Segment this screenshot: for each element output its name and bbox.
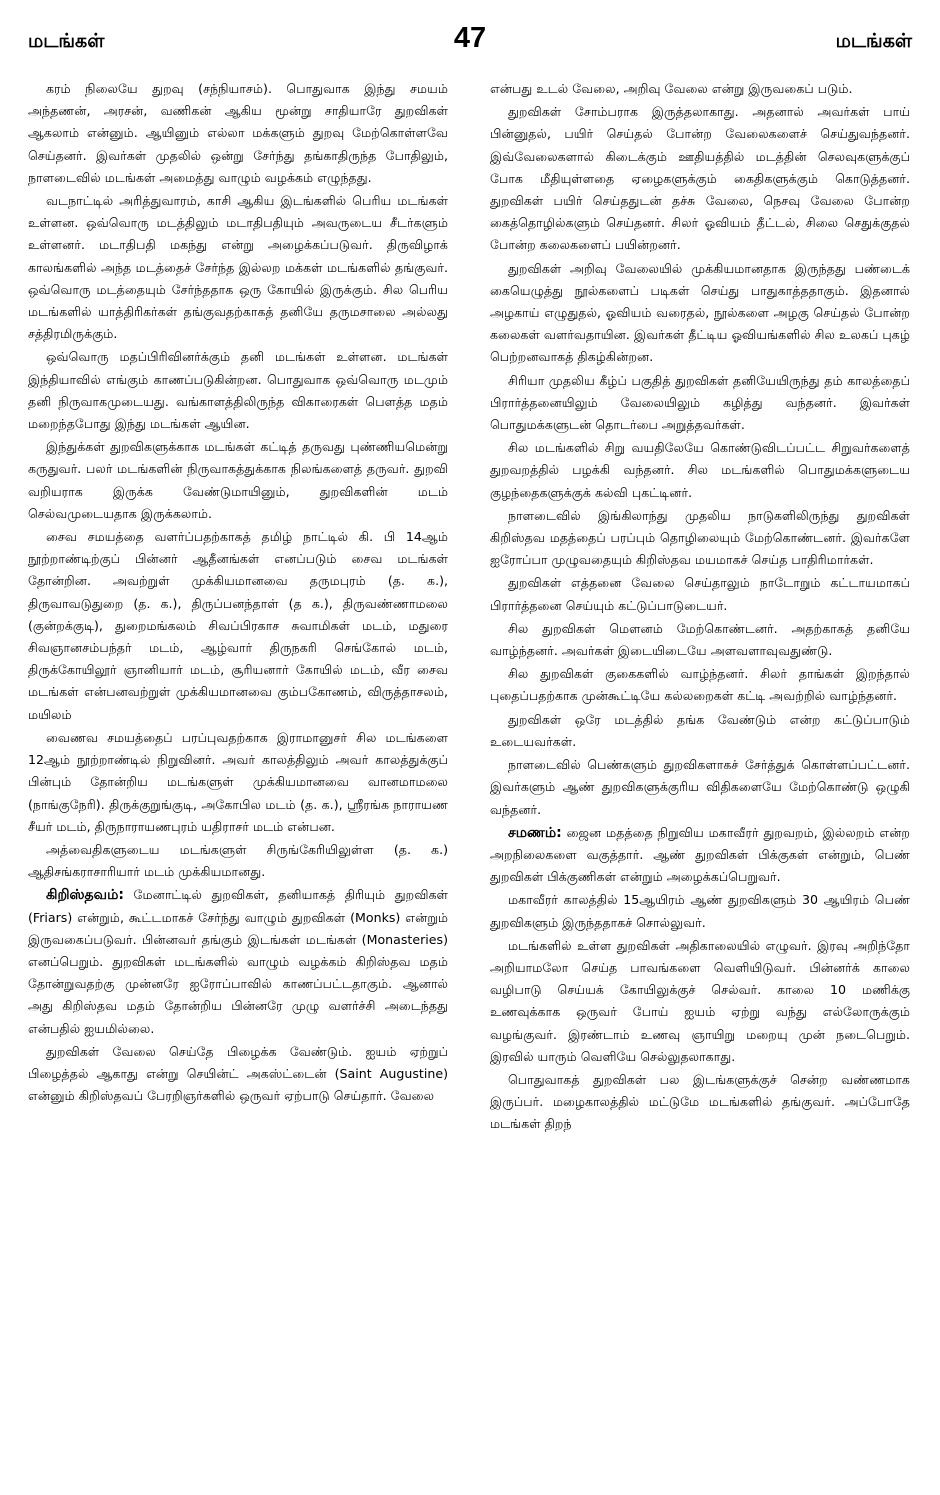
paragraph-text: இந்துக்கள் துறவிகளுக்காக மடங்கள் கட்டித் தருவது புண்ணியமென்று கருதுவர். பலர் மடங்களின் நிருவாகத்துக்காக நிலங்களைத் தருவர். துறவி வறியராக இருக்க வேண்டுமாயினும், துறவிகளின் மடம் செல்வமுடையதாக இருக்கலாம். bbox=[28, 439, 448, 521]
paragraph bbox=[490, 505, 910, 572]
paragraph bbox=[490, 78, 910, 100]
left-column bbox=[28, 78, 448, 1478]
paragraph bbox=[490, 1069, 910, 1136]
paragraph-text: நாளடைவில் பெண்களும் துறவிகளாகச் சேர்த்துக் கொள்ளப்பட்டனர். இவர்களும் ஆண் துறவிகளுக்குரிய விதிகளையே மேற்கொண்டு ஒழுகி வந்தனர். bbox=[490, 757, 910, 817]
paragraph bbox=[490, 709, 910, 753]
paragraph-text: துறவிகள் சோம்பராக இருத்தலாகாது. அதனால் அவர்கள் பாய் பின்னுதல், பயிர் செய்தல் போன்ற வேலைகளைச் செய்துவந்தனர். இவ்வேலைகளால் கிடைக்கும் ஊதியத்தில் மடத்தின் செலவுகளுக்குப் போக மீதியுள்ளதை ஏழைகளுக்கும் கைதிகளுக்கும் கொடுத்தனர். துறவிகள் பயிர் செய்ததுடன் தச்சு வேலை, நெசவு வேலை போன்ற கைத்தொழில்களும் செய்தனர். சிலர் ஓவியம் தீட்டல், சிலை செதுக்குதல் போன்ற கலைகளைப் பயின்றனர். bbox=[490, 104, 910, 253]
paragraph-text: மகாவீரர் காலத்தில் 15ஆயிரம் ஆண் துறவிகளும் 30 ஆயிரம் பெண் துறவிகளும் இருந்ததாகச் சொல்லுவர். bbox=[490, 892, 910, 930]
paragraph-text: சைவ சமயத்தை வளர்ப்பதற்காகத் தமிழ் நாட்டில் கி. பி 14ஆம் நூற்றாண்டிற்குப் பின்னர் ஆதீனங்கள் எனப்படும் சைவ மடங்கள் தோன்றின. அவற்றுள் முக்கியமானவை தருமபுரம் (த. க.), திருவாவடுதுறை (த. க.), திருப்பனந்தாள் (த க.), திருவண்ணாமலை (குன்றக்குடி), துறைமங்கலம் சிவப்பிரகாச சுவாமிகள் மடம், மதுரை சிவஞானசம்பந்தர் மடம், ஆழ்வார் திருநகரி செங்கோல் மடம், திருக்கோயிலூர் ஞானியார் மடம், சூரியனார் கோயில் மடம், வீர சைவ மடங்கள் என்பனவற்றுள் முக்கியமானவை கும்பகோணம், விருத்தாசலம், மயிலம் bbox=[28, 529, 448, 722]
paragraph bbox=[490, 822, 910, 889]
running-head-right: மடங்கள் bbox=[835, 30, 912, 52]
paragraph-text: சில மடங்களில் சிறு வயதிலேயே கொண்டுவிடப்பட்ட சிறுவர்களைத் துறவறத்தில் பழக்கி வந்தனர். சில மடங்களில் பொதுமக்களுடைய குழந்தைகளுக்குக் கல்வி புகட்டினர். bbox=[490, 440, 910, 500]
paragraph bbox=[28, 526, 448, 726]
paragraph-text: துறவிகள் ஒரே மடத்தில் தங்க வேண்டும் என்ற கட்டுப்பாடும் உடையவர்கள். bbox=[490, 711, 910, 749]
paragraph bbox=[28, 78, 448, 189]
paragraph bbox=[490, 935, 910, 1068]
paragraph-text: அத்வைதிகளுடைய மடங்களுள் சிருங்கேரியிலுள்ள (த. க.) ஆதிசங்கராசாரியார் மடம் முக்கியமானது. bbox=[28, 841, 448, 880]
section-heading: கிறிஸ்தவம்: bbox=[46, 887, 124, 904]
paragraph bbox=[490, 663, 910, 707]
paragraph-text: சில துறவிகள் குகைகளில் வாழ்ந்தனர். சிலர் தாங்கள் இறந்தால் புதைப்பதற்காக முன்கூட்டியே கல்லறைகள் கட்டி அவற்றில் வாழ்ந்தனர். bbox=[490, 666, 910, 704]
paragraph-text: மேனாட்டில் துறவிகள், தனியாகத் திரியும் துறவிகள் (Friars) என்றும், கூட்டமாகச் சேர்ந்து வாழும் துறவிகள் (Monks) என்றும் இருவகைப்படுவர். பின்னவர் தங்கும் இடங்கள் மடங்கள் (Monasteries) எனப்பெறும். துறவிகள் மடங்களில் வாழும் வழக்கம் கிறிஸ்தவ மதம் தோன்றுவதற்கு முன்னரே ஐரோப்பாவில் காணப்பட்டதாகும். ஆனால் அது கிறிஸ்தவ மதம் தோன்றிய பின்னரே முழு வளர்ச்சி அடைந்தது என்பதில் ஐயமில்லை. bbox=[28, 887, 448, 1036]
paragraph-text: ஜைன மதத்தை நிறுவிய மகாவீரர் துறவறம், இல்லறம் என்ற அறநிலைகளை வகுத்தார். ஆண் துறவிகள் பிக்குகள் என்றும், பெண் துறவிகள் பிக்குணிகள் என்றும் அழைக்கப்பெறுவர். bbox=[490, 824, 910, 885]
paragraph bbox=[490, 370, 910, 437]
paragraph bbox=[28, 839, 448, 883]
paragraph-text: மடங்களில் உள்ள துறவிகள் அதிகாலையில் எழுவர். இரவு அறிந்தோ அறியாமலோ செய்த பாவங்களை வெளியிடுவர். பின்னர்க் காலை வழிபாடு செய்யக் கோயிலுக்குச் செல்வர். காலை 10 மணிக்கு உணவுக்காக ஒருவர் போய் ஐயம் ஏற்று வந்து எல்லோருக்கும் வழங்குவர். இரண்டாம் உணவு ஞாயிறு மறையு முன் நடைபெறும். இரவில் யாரும் வெளியே செல்லுதலாகாது. bbox=[490, 937, 910, 1064]
paragraph-text: நாளடைவில் இங்கிலாந்து முதலிய நாடுகளிலிருந்து துறவிகள் கிறிஸ்தவ மதத்தைப் பரப்பும் தொழிலையும் மேற்கொண்டனர். இவர்களே ஐரோப்பா முழுவதையும் கிறிஸ்தவ மயமாகச் செய்த பாதிரிமார்கள். bbox=[490, 507, 910, 568]
paragraph bbox=[28, 727, 448, 838]
paragraph-text: பொதுவாகத் துறவிகள் பல இடங்களுக்குச் சென்ற வண்ணமாக இருப்பர். மழைகாலத்தில் மட்டுமே மடங்களில் தங்குவர். அப்போதே மடங்கள் திறந் bbox=[490, 1071, 910, 1132]
right-column bbox=[490, 78, 910, 1478]
paragraph-text: துறவிகள் அறிவு வேலையில் முக்கியமானதாக இருந்தது பண்டைக் கையெழுத்து நூல்களைப் படிகள் செய்து பாதுகாத்ததாகும். இதனால் அழகாய் எழுதுதல், ஓவியம் வரைதல், நூல்களை அழகு செய்தல் போன்ற கலைகள் வளர்வதாயின. இவர்கள் தீட்டிய ஓவியங்களில் சில உலகப் புகழ் பெற்றனவாகத் திகழ்கின்றன. bbox=[490, 260, 910, 365]
running-head-left: மடங்கள் bbox=[28, 30, 105, 52]
paragraph-text: ஒவ்வொரு மதப்பிரிவினர்க்கும் தனி மடங்கள் உள்ளன. மடங்கள் இந்தியாவில் எங்கும் காணப்படுகின்றன. பொதுவாக ஒவ்வொரு மடமும் தனி நிருவாகமுடையது. வங்காளத்திலிருந்த விகாரைகள் பௌத்த மதம் மறைந்தபோது இந்து மடங்கள் ஆயின. bbox=[28, 349, 448, 432]
paragraph bbox=[28, 436, 448, 525]
paragraph bbox=[28, 346, 448, 435]
paragraph bbox=[28, 1041, 448, 1108]
page-header bbox=[28, 22, 912, 58]
paragraph bbox=[490, 754, 910, 821]
paragraph-text: சில துறவிகள் மௌனம் மேற்கொண்டனர். அதற்காகத் தனியே வாழ்ந்தனர். அவர்கள் இடையிடையே அளவளாவுவதுண்டு. bbox=[490, 620, 910, 659]
paragraph-text: கரம் நிலையே துறவு (சந்நியாசம்). பொதுவாக இந்து சமயம் அந்தணன், அரசன், வணிகன் ஆகிய மூன்று சாதியாரே துறவிகள் ஆகலாம் என்னும். ஆயினும் எல்லா மக்களும் துறவு மேற்கொள்ளவே செய்தனர். இவர்கள் முதலில் ஒன்று சேர்ந்து தங்காதிருந்த போதிலும், நாளடைவில் மடங்கள் அமைத்து வாழும் வழக்கம் எழுந்தது. bbox=[28, 81, 448, 185]
paragraph bbox=[490, 889, 910, 933]
paragraph bbox=[28, 884, 448, 1039]
paragraph bbox=[490, 101, 910, 256]
paragraph-text: துறவிகள் எத்தனை வேலை செய்தாலும் நாடோறும் கட்டாயமாகப் பிரார்த்தனை செய்யும் கட்டுப்பாடுடையர். bbox=[490, 575, 910, 613]
paragraph bbox=[490, 618, 910, 662]
paragraph-text: வடநாட்டில் அரித்துவாரம், காசி ஆகிய இடங்களில் பெரிய மடங்கள் உள்ளன. ஒவ்வொரு மடத்திலும் மடாதிபதியும் அவருடைய சீடர்களும் உள்ளனர். மடாதிபதி மகந்து என்று அழைக்கப்படுவர். திருவிழாக் காலங்களில் அந்த மடத்தைச் சேர்ந்த இல்லற மக்கள் மடங்களில் தங்குவர். ஒவ்வொரு மடத்தையும் சேர்ந்ததாக ஒரு கோயில் இருக்கும். சில பெரிய மடங்களில் யாத்திரிகர்கள் தங்குவதற்காகத் தனியே தருமசாலை அல்லது சத்திரமிருக்கும். bbox=[28, 193, 448, 342]
paragraph bbox=[490, 258, 910, 369]
paragraph bbox=[490, 437, 910, 504]
paragraph-text: துறவிகள் வேலை செய்தே பிழைக்க வேண்டும். ஐயம் ஏற்றுப் பிழைத்தல் ஆகாது என்று செயின்ட் அகஸ்ட்டைன் (Saint Augustine) என்னும் கிறிஸ்தவப் பேரறிஞர்களில் ஒருவர் ஏற்பாடு செய்தார். வேலை bbox=[28, 1043, 448, 1104]
paragraph bbox=[490, 572, 910, 616]
section-heading: சமணம்: bbox=[508, 824, 562, 841]
paragraph-text: என்பது உடல் வேலை, அறிவு வேலை என்று இருவகைப் படும். bbox=[490, 81, 853, 96]
paragraph bbox=[28, 190, 448, 345]
page-number: 47 bbox=[453, 22, 487, 54]
paragraph-text: வைணவ சமயத்தைப் பரப்புவதற்காக இராமானுசர் சில மடங்களை 12ஆம் நூற்றாண்டில் நிறுவினர். அவர் காலத்திலும் அவர் காலத்துக்குப் பின்பும் தோன்றிய மடங்களுள் முக்கியமானவை வானமாமலை (நாங்குநேரி). திருக்குறுங்குடி, அகோபில மடம் (த. க.), ஸ்ரீரங்க நாராயண சீயர் மடம், திருநாராயணபுரம் யதிராசர் மடம் என்பன. bbox=[28, 729, 448, 834]
paragraph-text: சிரியா முதலிய கீழ்ப் பகுதித் துறவிகள் தனியேயிருந்து தம் காலத்தைப் பிரார்த்தனையிலும் வேலையிலும் கழித்து வந்தனர். இவர்கள் பொதுமக்களுடன் தொடர்பை அறுத்தவர்கள். bbox=[490, 372, 910, 433]
